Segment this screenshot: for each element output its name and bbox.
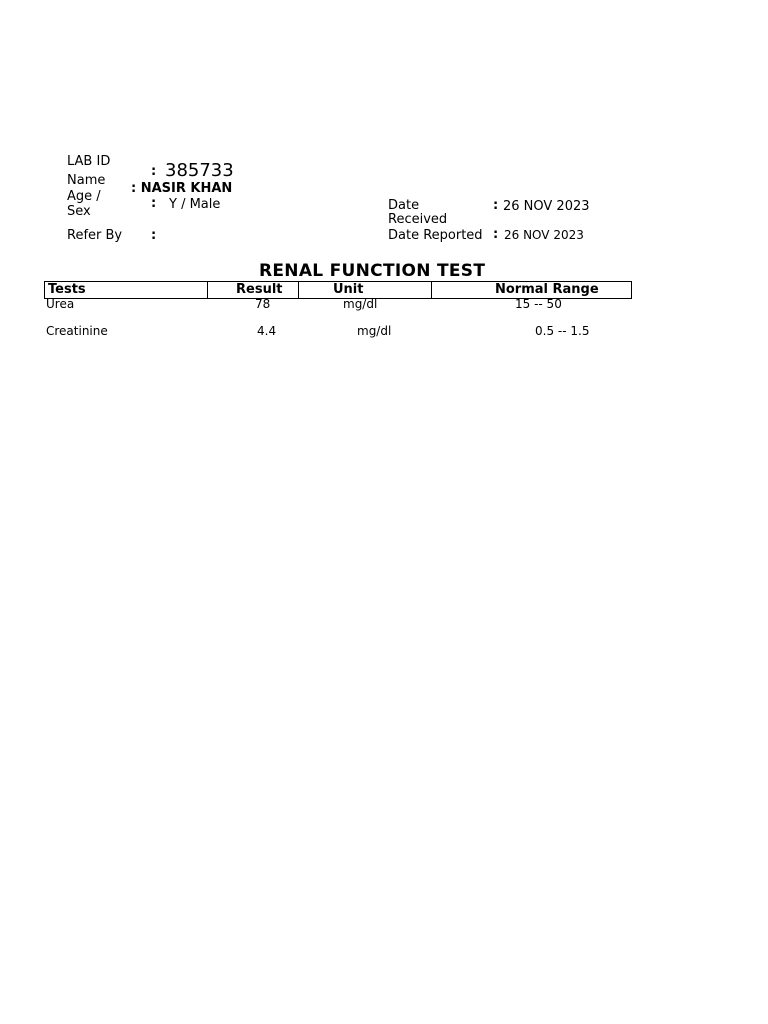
date-received-colon: : (493, 198, 499, 213)
date-received-label-line2: Received (388, 212, 448, 227)
date-received-label-line1: Date (388, 198, 420, 213)
age-sex-colon: : (151, 196, 157, 211)
row-unit: mg/dl (357, 324, 392, 338)
header-result: Result (236, 282, 283, 297)
report-title: RENAL FUNCTION TEST (259, 261, 486, 281)
lab-id-colon: : (151, 164, 157, 179)
header-unit: Unit (333, 282, 364, 297)
row-normal-range: 15 -- 50 (515, 297, 562, 311)
header-divider (207, 282, 208, 298)
row-test-name: Creatinine (46, 324, 108, 338)
row-result: 4.4 (257, 324, 277, 338)
age-sex-label-line1: Age / (67, 189, 101, 204)
date-reported-colon: : (493, 227, 499, 242)
row-result: 78 (255, 297, 271, 311)
lab-id-value: 385733 (165, 160, 234, 181)
header-divider (298, 282, 299, 298)
name-label: Name (67, 173, 106, 188)
header-divider (431, 282, 432, 298)
header-normal-range: Normal Range (495, 282, 599, 297)
date-received-value: 26 NOV 2023 (503, 199, 590, 214)
header-tests: Tests (48, 282, 86, 297)
date-reported-value: 26 NOV 2023 (504, 228, 584, 242)
row-normal-range: 0.5 -- 1.5 (535, 324, 590, 338)
lab-id-label: LAB ID (67, 154, 111, 169)
refer-by-colon: : (151, 228, 157, 243)
age-sex-label-line2: Sex (67, 204, 91, 219)
age-sex-value: Y / Male (169, 197, 221, 212)
row-unit: mg/dl (343, 297, 378, 311)
row-test-name: Urea (46, 297, 75, 311)
date-reported-label: Date Reported (388, 228, 483, 243)
patient-name-value: : NASIR KHAN (131, 181, 233, 196)
refer-by-label: Refer By (67, 228, 123, 243)
